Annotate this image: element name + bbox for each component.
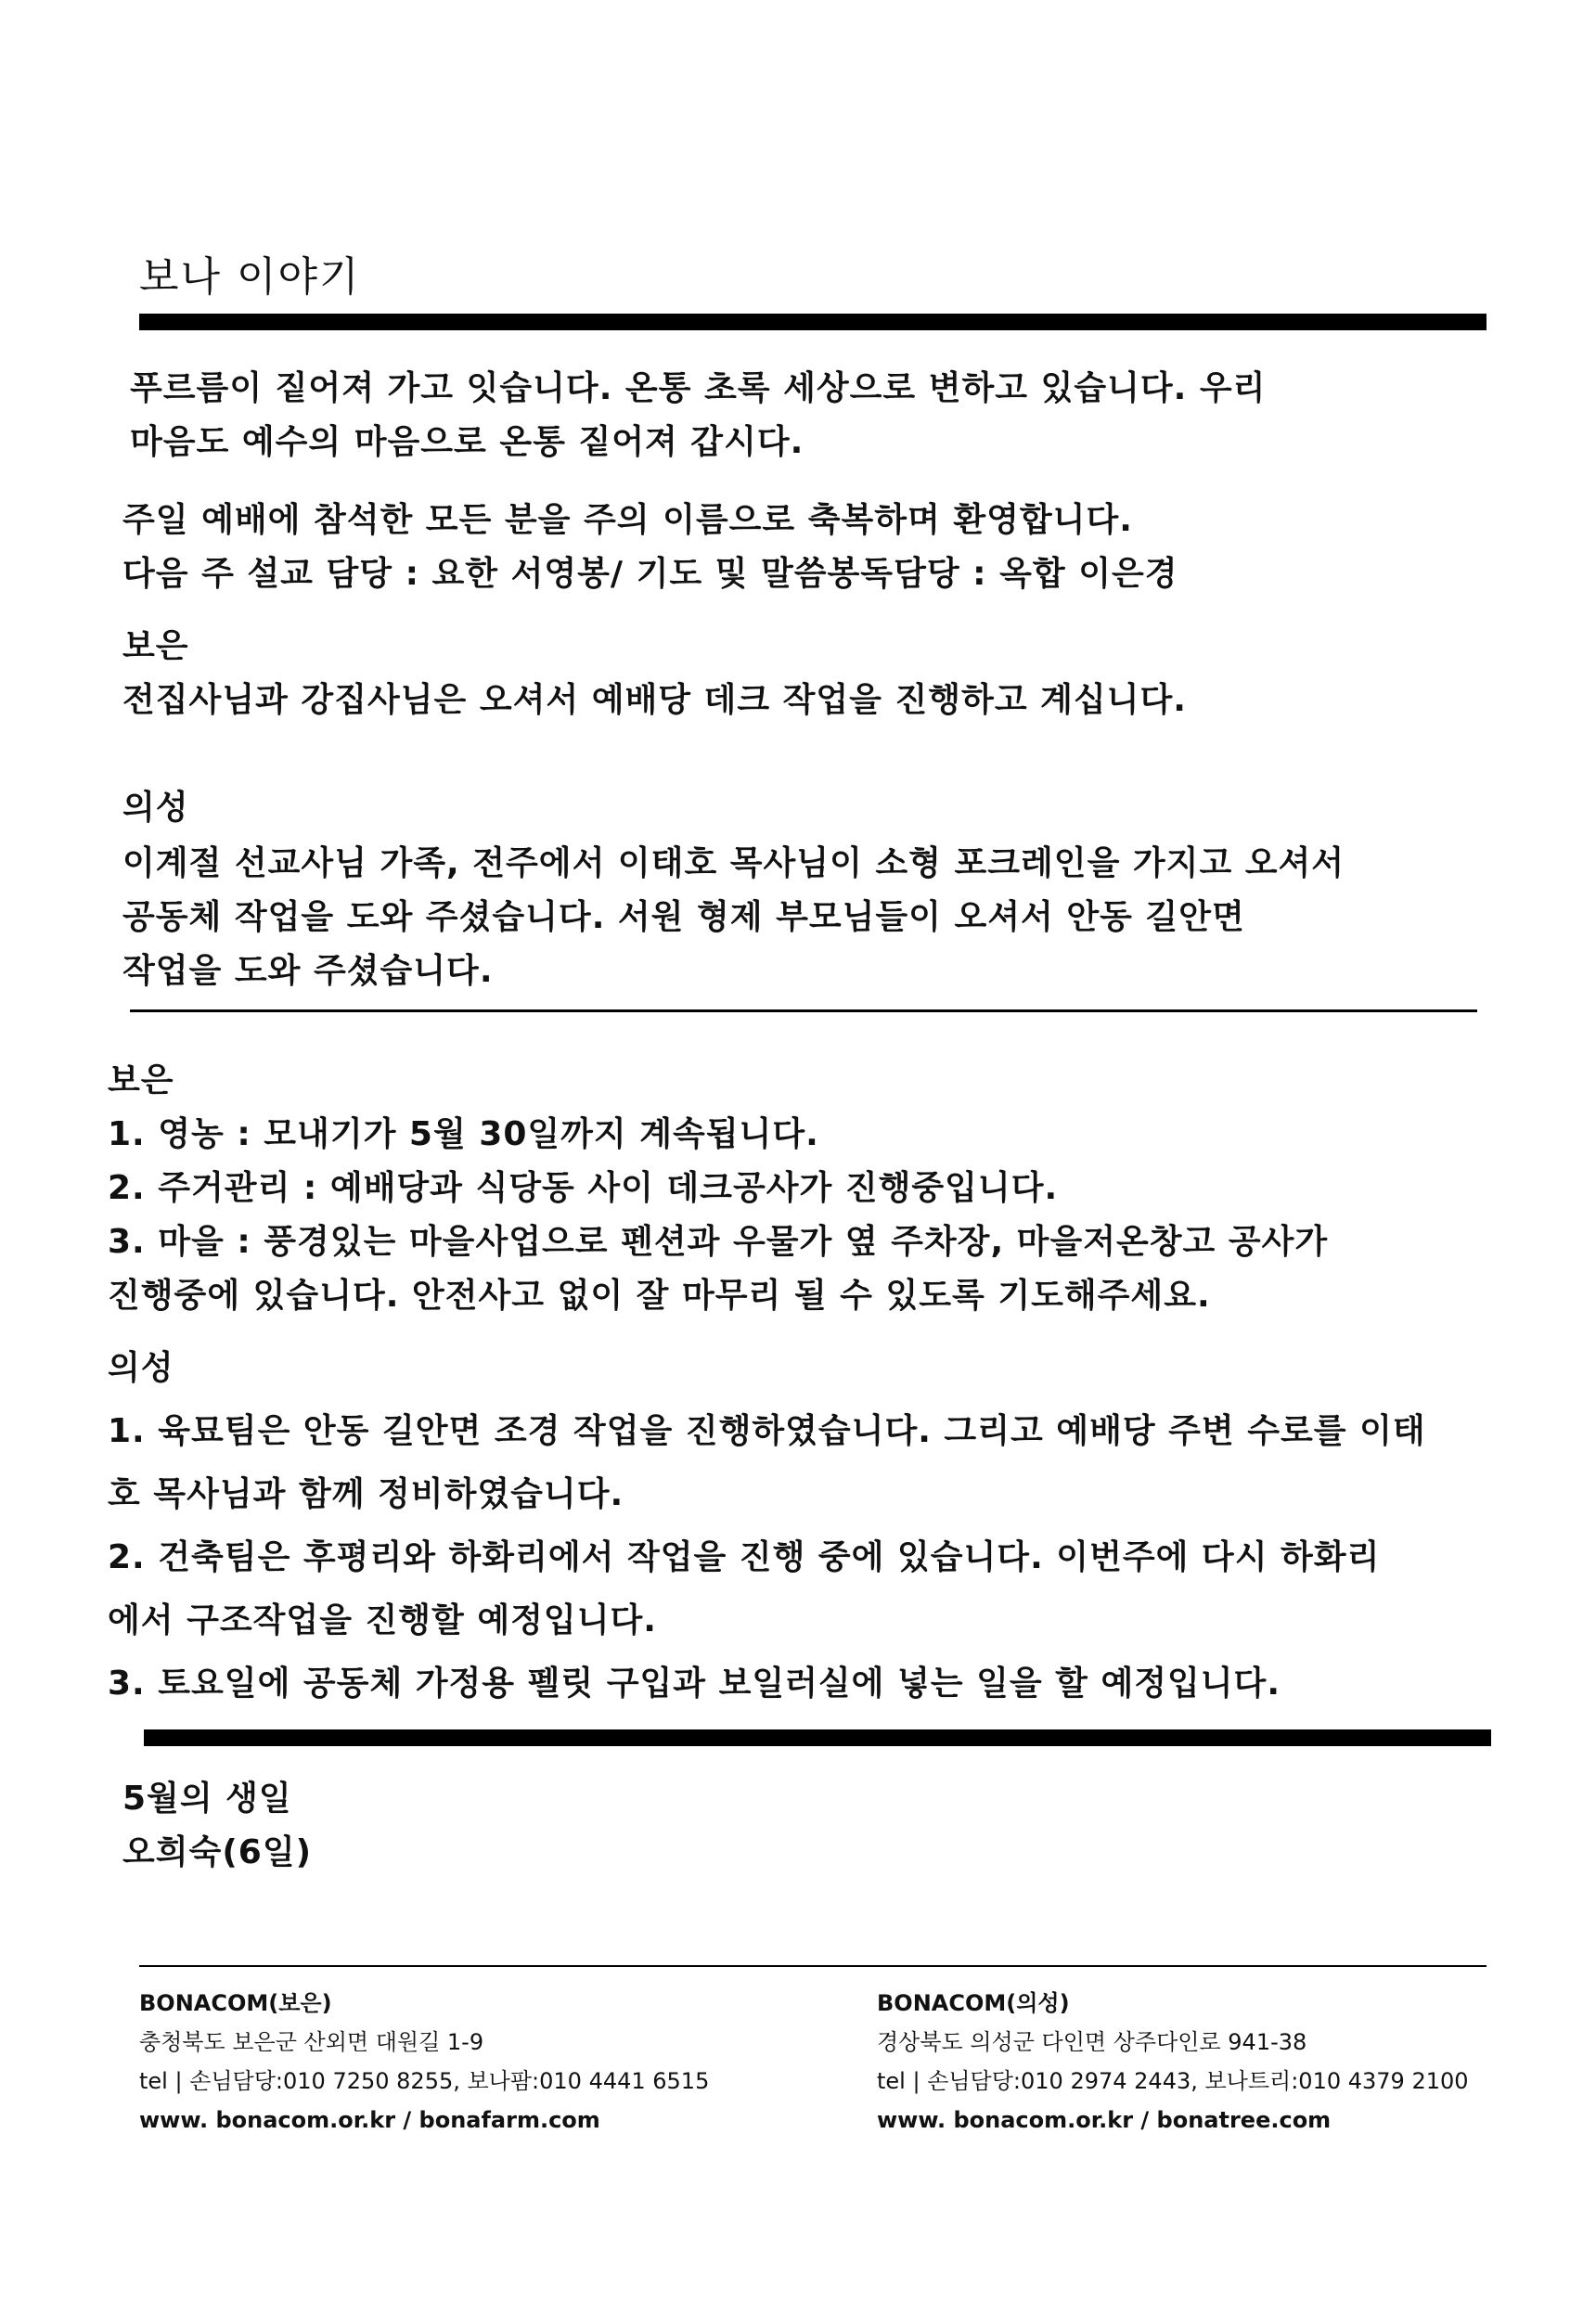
intro-line-1: 푸르름이 짙어져 가고 잇습니다. 온통 초록 세상으로 변하고 있습니다. 우리 <box>130 369 1267 407</box>
news-boeun-item-2: 2. 주거관리 : 예배당과 식당동 사이 데크공사가 진행중입니다. <box>108 1169 1059 1207</box>
birthday-name: 오희숙(6일) <box>122 1833 313 1871</box>
visit-uiseong-line-2: 공동체 작업을 도와 주셨습니다. 서원 형제 부모님들이 오셔서 안동 길안면 <box>122 898 1245 936</box>
news-uiseong-heading: 의성 <box>108 1349 174 1387</box>
news-uiseong-item-3: 3. 토요일에 공동체 가정용 펠릿 구입과 보일러실에 넣는 일을 할 예정입니다. <box>108 1665 1281 1703</box>
preacher-line: 다음 주 설교 담당 : 요한 서영봉/ 기도 및 말씀봉독담당 : 옥합 이은경 <box>122 555 1178 593</box>
news-uiseong-item-1a: 1. 육묘팀은 안동 길안면 조경 작업을 진행하였습니다. 그리고 예배당 주변 수로를 이태 <box>108 1412 1426 1450</box>
footer-left-tel: tel | 손님담당:010 7250 8255, 보나팜:010 4441 6515 <box>139 2068 710 2094</box>
news-boeun-heading: 보은 <box>108 1061 174 1099</box>
news-boeun-item-3a: 3. 마을 : 풍경있는 마을사업으로 펜션과 우물가 옆 주차장, 마을저온창고 공사가 <box>108 1223 1329 1261</box>
footer-left-address: 충청북도 보은군 산외면 대원길 1-9 <box>139 2029 484 2055</box>
footer-right-org: BONACOM(의성) <box>877 1990 1070 2016</box>
footer-right-address: 경상북도 의성군 다인면 상주다인로 941-38 <box>877 2029 1307 2055</box>
footer-left-web[interactable]: www. bonacom.or.kr / bonafarm.com <box>139 2107 600 2133</box>
intro-line-2: 마음도 예수의 마음으로 온통 짙어져 갑시다. <box>130 423 804 461</box>
news-uiseong-item-2a: 2. 건축팀은 후평리와 하화리에서 작업을 진행 중에 있습니다. 이번주에 다시 하화리 <box>108 1538 1381 1576</box>
news-uiseong-item-2b: 에서 구조작업을 진행할 예정입니다. <box>108 1601 657 1639</box>
page-title: 보나 이야기 <box>139 253 361 301</box>
footer-right-tel: tel | 손님담당:010 2974 2443, 보나트리:010 4379 2100 <box>877 2068 1469 2094</box>
birthday-divider <box>144 1729 1491 1746</box>
welcome-line-1: 주일 예배에 참석한 모든 분을 주의 이름으로 축복하며 환영합니다. <box>122 501 1133 539</box>
footer-right <box>877 1984 1469 2140</box>
news-uiseong-item-1b: 호 목사님과 함께 정비하였습니다. <box>108 1475 624 1513</box>
news-boeun-item-3b: 진행중에 있습니다. 안전사고 없이 잘 마무리 될 수 있도록 기도해주세요. <box>108 1277 1211 1315</box>
birthday-heading: 5월의 생일 <box>122 1780 292 1818</box>
visit-uiseong-line-3: 작업을 도와 주셨습니다. <box>122 952 494 990</box>
visit-boeun-line-1: 전집사님과 강집사님은 오셔서 예배당 데크 작업을 진행하고 계십니다. <box>122 681 1187 719</box>
footer-right-web[interactable]: www. bonacom.or.kr / bonatree.com <box>877 2107 1332 2133</box>
section-divider <box>130 1009 1477 1012</box>
visit-uiseong-line-1: 이계절 선교사님 가족, 전주에서 이태호 목사님이 소형 포크레인을 가지고 오셔서 <box>122 844 1345 882</box>
news-boeun-item-1: 1. 영농 : 모내기가 5월 30일까지 계속됩니다. <box>108 1115 819 1153</box>
footer-divider <box>139 1965 1487 1967</box>
footer-left-org: BONACOM(보은) <box>139 1990 332 2016</box>
title-divider <box>139 314 1487 330</box>
visit-boeun-heading: 보은 <box>122 627 189 665</box>
visit-uiseong-heading: 의성 <box>122 789 189 827</box>
footer-left <box>139 1984 709 2140</box>
